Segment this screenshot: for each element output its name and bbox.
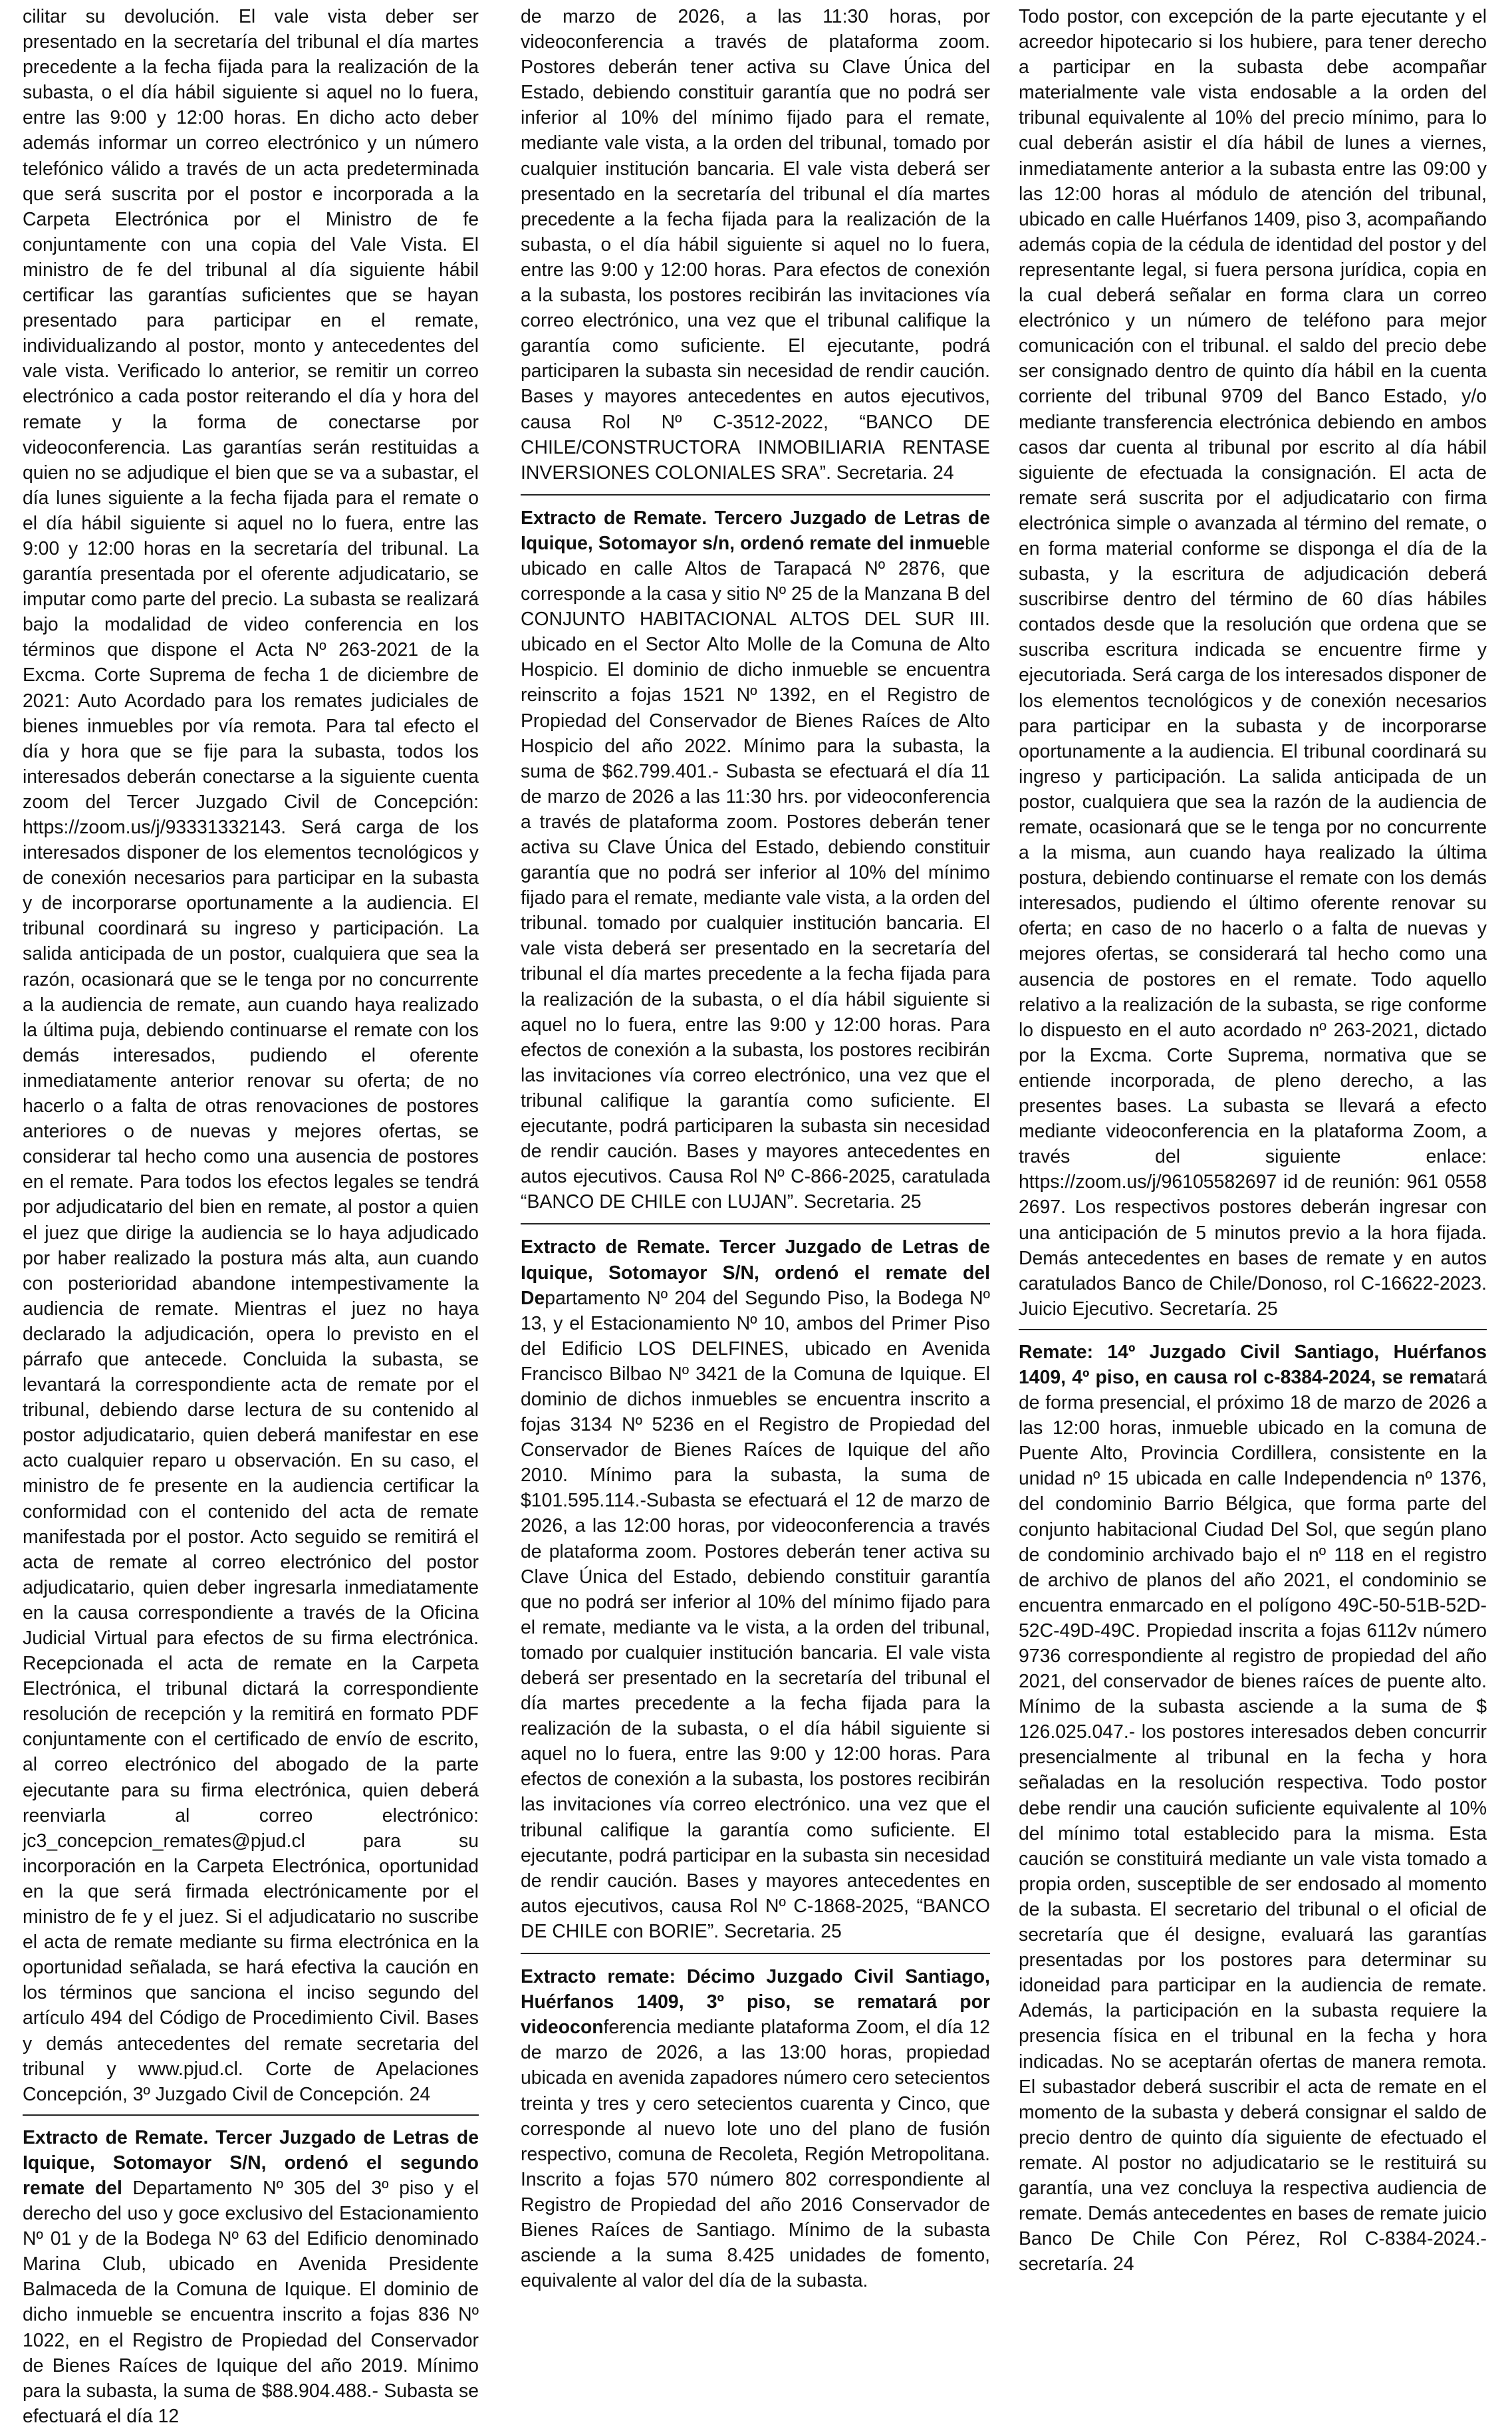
notice-divider [521, 1953, 990, 1954]
legal-notice [521, 1234, 990, 1944]
column-3 [1019, 4, 1487, 2275]
notice-text [23, 4, 479, 2107]
notice-body: de marzo de 2026, a las 11:30 horas, por videoconferencia a través de plataforma zoom. Postores deberán tener activa su Clave Única del Estado, debiendo constituir garantía que no podrá ser inferior al 10% del mínimo fijado para el remate, mediante vale vista, a la orden del tribunal, tomado por cualquier institución bancaria. El vale vista deberá ser presentado en la secretaría del tribunal el día martes precedente a la fecha fijada para la realización de la subasta, o el día hábil siguiente si aquel no lo fuera, entre las 9:00 y 12:00 horas. Para efectos de conexión a la subasta, los postores recibirán las invitaciones vía correo electrónico, una vez que el tribunal califique la garantía como suficiente. El ejecutante, podrá participaren la subasta sin necesidad de rendir caución. Bases y mayores antecedentes en autos ejecutivos, causa Rol Nº C-3512-2022, “BANCO DE CHILE/CONSTRUCTORA INMOBILIARIA RENTASE INVERSIONES COLONIALES SRA”. Secretaria. 24 [521, 6, 990, 484]
legal-notice [521, 505, 990, 1215]
notice-text [23, 2125, 479, 2429]
notice-body: Todo postor, con excepción de la parte ejecutante y el acreedor hipotecario si los hubiere, para tener derecho a participar en la subasta debe acompañar materialmente vale vista endosable a la orden del tribunal equivalente al 10% del precio mínimo, para lo cual deberán asistir el día hábil de lunes a viernes, inmediatamente anterior a la subasta entre las 09:00 y las 12:00 horas al módulo de atención del tribunal, ubicado en calle Huérfanos 1409, piso 3, acompañando además copia de la cédula de identidad del postor y del representante legal, si fuera persona jurídica, copia en la cual deberá señalar en forma clara un correo electrónico y un número de teléfono para mejor comunicación con el tribunal. el saldo del precio debe ser consignado dentro de quinto día hábil en la cuenta corriente del tribunal 9709 del Banco Estado, y/o mediante transferencia electrónica debiendo en ambos casos dar cuenta al tribunal por escrito al día hábil siguiente de efectuada la consignación. El acta de remate será suscrita por el adjudicatario con firma electrónica simple o avanzada al término del remate, o en forma material conforme se disponga el día de la subasta, y la escritura de adjudicación deberá suscribirse dentro del término de 60 días hábiles contados desde que la resolución que ordena que se suscriba escritura indicada se encuentre firme y ejecutoriada. Será carga de los interesados disponer de los elementos tecnológicos y de conexión necesarios para participar en la subasta y de incorporarse oportunamente a la audiencia. El tribunal coordinará su ingreso y participación. La salida anticipada de un postor, cualquiera que sea la razón de la audiencia de remate, ocasionará que se le tenga por no concurrente a la misma, aun cuando haya realizado la última postura, debiendo continuarse el remate con los demás interesados, pudiendo el último oferente renovar su oferta; en caso de no hacerlo o a falta de nuevas y mejores ofertas, se considerará tal hecho como una ausencia de postores en el remate. Todo aquello relativo a la realización de la subasta, se rige conforme lo dispuesto en el auto acordado nº 263-2021, dictado por la Excma. Corte Suprema, normativa que se entiende incorporada, de pleno derecho, a las presentes bases. La subasta se llevará a efecto mediante videoconferencia en la plataforma Zoom, a través del siguiente enlace: https://zoom.us/j/96105582697 id de reunión: 961 0558 2697. Los respectivos postores deberán ingresar con una anticipación de 5 minutos previo a la hora fijada. Demás antecedentes en bases de remate y en autos caratulados Banco de Chile/Donoso, rol C-16622-2023. Juicio Ejecutivo. Secretaría. 25 [1019, 6, 1487, 1320]
notice-body: ferencia mediante plataforma Zoom, el día 12 de marzo de 2026, a las 13:00 horas, propiedad ubicada en avenida zapadores número cero setecientos treinta y tres y cero setecientos cuarenta y Cinco, que corresponde al nuevo lote uno del plano de fusión respectivo, comuna de Recoleta, Región Metropolitana. Inscrito a fojas 570 número 802 correspondiente al Registro de Propiedad del año 2016 Conservador de Bienes Raíces de Santiago. Mínimo de la subasta asciende a la suma 8.425 unidades de fomento, equivalente al valor del día de la subasta. [521, 2017, 990, 2292]
legal-notice [521, 1964, 990, 2293]
notice-text [521, 1234, 990, 1944]
legal-notice [23, 4, 479, 2107]
notice-divider [1019, 1329, 1487, 1330]
notice-heading: Extracto de Remate. Tercer Juzgado de Letras de Iquique, Sotomayor S/N, ordenó el segundo remate del [23, 2126, 479, 2199]
column-2 [521, 4, 990, 2292]
column-1 [23, 4, 479, 2427]
notice-text [521, 4, 990, 486]
legal-notice [23, 2125, 479, 2429]
legal-notice [521, 4, 990, 486]
legal-notice [1019, 1340, 1487, 2277]
notice-divider [23, 2114, 479, 2116]
notice-text [1019, 4, 1487, 1322]
notice-heading: Extracto de Remate. Tercer Juzgado de Letras de Iquique, Sotomayor S/N, ordenó el remate del De [521, 1236, 990, 1309]
notice-heading: Extracto de Remate. Tercero Juzgado de Letras de Iquique, Sotomayor s/n, ordenó remate del inmue [521, 507, 990, 554]
notice-body: cilitar su devolución. El vale vista deber ser presentado en la secretaría del tribunal el día martes precedente a la fecha fijada para la realización de la subasta, o el día hábil siguiente si aquel no lo fuera, entre las 9:00 y 12:00 horas. En dicho acto deber además informar un correo electrónico y un número telefónico válido a través de un acta predeterminada que será suscrita por el postor e incorporada a la Carpeta Electrónica por el Ministro de fe conjuntamente con una copia del Vale Vista. El ministro de fe del tribunal al día siguiente hábil certificar las garantías suficientes que se hayan presentado para participar en el remate, individualizando al postor, monto y antecedentes del vale vista. Verificado lo anterior, se remitir un correo electrónico a cada postor reiterando el día y hora del remate y la forma de conectarse por videoconferencia. Las garantías serán restituidas a quien no se adjudique el bien que se va a subastar, el día lunes siguiente a la fecha fijada para el remate o el día hábil siguiente si aquel no lo fuera, entre las 9:00 y 12:00 horas en la secretaría del tribunal. La garantía presentada por el oferente adjudicatario, se imputar como parte del precio. La subasta se realizará bajo la modalidad de video conferencia en los términos que dispone el Acta Nº 263-2021 de la Excma. Corte Suprema de fecha 1 de diciembre de 2021: Auto Acordado para los remates judiciales de bienes inmuebles por vía remota. Para tal efecto el día y hora que se fije para la subasta, todos los interesados deberán conectarse a la siguiente cuenta zoom del Tercer Juzgado Civil de Concepción: https://zoom.us/j/93331332143. Será carga de los interesados disponer de los elementos tecnológicos y de conexión necesarios para participar en la subasta y de incorporarse oportunamente a la audiencia. El tribunal coordinará su ingreso y participación. La salida anticipada de un postor, cualquiera que sea la razón, ocasionará que se le tenga por no concurrente a la audiencia de remate, aun cuando haya realizado la última puja, debiendo continuarse el remate con los demás interesados, pudiendo el oferente inmediatamente anterior renovar su oferta; de no hacerlo o a falta de otras renovaciones de postores anteriores o de nuevas y mejores ofertas, se considerar tal hecho como una ausencia de postores en el remate. Para todos los efectos legales se tendrá por adjudicatario del bien en remate, al postor a quien el juez que dirige la audiencia se lo haya adjudicado por haber realizado la postura más alta, aun cuando con posterioridad abandone intempestivamente la audiencia de remate. Mientras el juez no haya declarado la adjudicación, opera lo previsto en el párrafo que antecede. Concluida la subasta, se levantará la correspondiente acta de remate por el tribunal, debiendo darse lectura de su contenido al postor adjudicatario, quien deberá manifestar en ese acto cualquier reparo u observación. En su caso, el ministro de fe presente en la audiencia certificar la conformidad con el contenido del acta de remate manifestada por el postor. Acto seguido se remitirá el acta de remate al correo electrónico del postor adjudicatario, quien deber ingresarla inmediatamente en la causa correspondiente a través de la Oficina Judicial Virtual para efectos de su firma electrónica. Recepcionada el acta de remate en la Carpeta Electrónica, el tribunal dictará la correspondiente resolución de recepción y la remitirá en formato PDF conjuntamente con el certificado de envío de escrito, al correo electrónico del abogado de la parte ejecutante para su firma electrónica, quien deberá reenviarla al correo electrónico: jc3_concepcion_remates@pjud.cl para su incorporación en la Carpeta Electrónica, oportunidad en la que será firmada electrónicamente por el ministro de fe y el juez. Si el adjudicatario no suscribe el acta de remate mediante su firma electrónica en la oportunidad señalada, se hará efectiva la caución en los términos que sanciona el inciso segundo del artículo 494 del Código de Procedimiento Civil. Bases y demás antecedentes del remate secretaria del tribunal y www.pjud.cl. Corte de Apelaciones Concepción, 3º Juzgado Civil de Concepción. 24 [23, 6, 479, 2105]
notice-body: Departamento Nº 305 del 3º piso y el derecho del uso y goce exclusivo del Estacionamiento Nº 01 y de la Bodega Nº 63 del Edificio denominado Marina Club, ubicado en Avenida Presidente Balmaceda de la Comuna de Iquique. El dominio de dicho inmueble se encuentra inscrito a fojas 836 Nº 1022, en el Registro de Propiedad del Conservador de Bienes Raíces de Iquique del año 2019. Mínimo para la subasta, la suma de $88.904.488.- Subasta se efectuará el día 12 [23, 2177, 479, 2427]
notice-divider [521, 1223, 990, 1224]
notice-text [1019, 1340, 1487, 2277]
notice-body: ble ubicado en calle Altos de Tarapacá Nº 2876, que corresponde a la casa y sitio Nº 25 de la Manzana B del CONJUNTO HABITACIONAL ALTOS DEL SUR III. ubicado en el Sector Alto Molle de la Comuna de Alto Hospicio. El dominio de dicho inmueble se encuentra reinscrito a fojas 1521 Nº 1392, en el Registro de Propiedad del Conservador de Bienes Raíces de Alto Hospicio del año 2022. Mínimo para la subasta, la suma de $62.799.401.- Subasta se efectuará el día 11 de marzo de 2026 a las 11:30 hrs. por videoconferencia a través de plataforma zoom. Postores deberán tener activa su Clave Única del Estado, debiendo constituir garantía que no podrá ser inferior al 10% del mínimo fijado para el remate, mediante vale vista, a la orden del tribunal. tomado por cualquier institución bancaria. El vale vista deberá ser presentado en la secretaría del tribunal el día martes precedente a la fecha fijada para la realización de la subasta, o el día hábil siguiente si aquel no lo fuera, entre las 9:00 y 12:00 horas. Para efectos de conexión a la subasta, los postores recibirán las invitaciones vía correo electrónico, una vez que el tribunal califique la garantía como suficiente. El ejecutante, podrá participaren la subasta sin necesidad de rendir caución. Bases y mayores antecedentes en autos ejecutivos. Causa Rol Nº C-866-2025, caratulada “BANCO DE CHILE con LUJAN”. Secretaria. 25 [521, 532, 990, 1213]
notice-text [521, 1964, 990, 2293]
notice-heading: Extracto remate: Décimo Juzgado Civil Santiago, Huérfanos 1409, 3º piso, se rematará por videocon [521, 1966, 990, 2039]
notice-text [521, 505, 990, 1215]
notice-divider [521, 494, 990, 496]
notice-heading: Remate: 14º Juzgado Civil Santiago, Huérfanos 1409, 4º piso, en causa rol c-8384-2024, se rema [1019, 1341, 1487, 1388]
notice-body: partamento Nº 204 del Segundo Piso, la Bodega Nº 13, y el Estacionamiento Nº 10, ambos del Primer Piso del Edificio LOS DELFINES, ubicado en Avenida Francisco Bilbao Nº 3421 de la Comuna de Iquique. El dominio de dichos inmuebles se encuentra inscrito a fojas 3134 Nº 5236 en el Registro de Propiedad del Conservador de Bienes Raíces de Iquique del año 2010. Mínimo para la subasta, la suma de $101.595.114.-Subasta se efectuará el 12 de marzo de 2026, a las 12:00 horas, por videoconferencia a través de plataforma zoom. Postores deberán tener activa su Clave Única del Estado, debiendo constituir garantía que no podrá ser inferior al 10% del mínimo fijado para el remate, mediante va le vista, a la orden del tribunal, tomado por cualquier institución bancaria. El vale vista deberá ser presentado en la secretaría del tribunal el día martes precedente a la fecha fijada para la realización de la subasta, o el día hábil siguiente si aquel no lo fuera, entre las 9:00 y 12:00 horas. Para efectos de conexión a la subasta, los postores recibirán las invitaciones vía correo electrónico. una vez que el tribunal califique la garantía como suficiente. El ejecutante, podrá participar en la subasta sin necesidad de rendir caución. Bases y mayores antecedentes en autos ejecutivos, causa Rol Nº C-1868-2025, “BANCO DE CHILE con BORIE”. Secretaria. 25 [521, 1287, 990, 1942]
notice-body: tará de forma presencial, el próximo 18 de marzo de 2026 a las 12:00 horas, inmueble ubicado en la comuna de Puente Alto, Provincia Cordillera, consistente en la unidad nº 15 ubicada en calle Independencia nº 1376, del condominio Barrio Bélgica, que forma parte del conjunto habitacional Ciudad Del Sol, que según plano de condominio archivado bajo el nº 118 en el registro de archivo de planos del año 2021, el condominio se encuentra enmarcado en el polígono 49C-50-51B-52D-52C-49D-49C. Propiedad inscrita a fojas 6112v número 9736 correspondiente al registro de propiedad del año 2021, del conservador de bienes raíces de puente alto. Mínimo de la subasta asciende a la suma de $ 126.025.047.- los postores interesados deben concurrir presencialmente al tribunal en la fecha y hora señaladas en la resolución respectiva. Todo postor debe rendir una caución suficiente equivalente al 10% del mínimo total establecido para la misma. Esta caución se constituirá mediante un vale vista tomado a propia orden, susceptible de ser endosado al momento de la subasta. El secretario del tribunal o el oficial de secretaría que él designe, evaluará las garantías presentadas por los postores para determinar su idoneidad para participar en la audiencia de remate. Además, la participación en la subasta requiere la presencia física en el tribunal en la fecha y hora indicadas. No se aceptarán ofertas de manera remota. El subastador deberá suscribir el acta de remate en el momento de la subasta y deberá consignar el saldo de precio dentro de quinto día siguiente de efectuado el remate. Al postor no adjudicatario se le restituirá su garantía, una vez concluya la respectiva audiencia de remate. Demás antecedentes en bases de remate juicio Banco De Chile Con Pérez, Rol C-8384-2024.- secretaría. 24 [1019, 1366, 1487, 2275]
legal-notice [1019, 4, 1487, 1322]
